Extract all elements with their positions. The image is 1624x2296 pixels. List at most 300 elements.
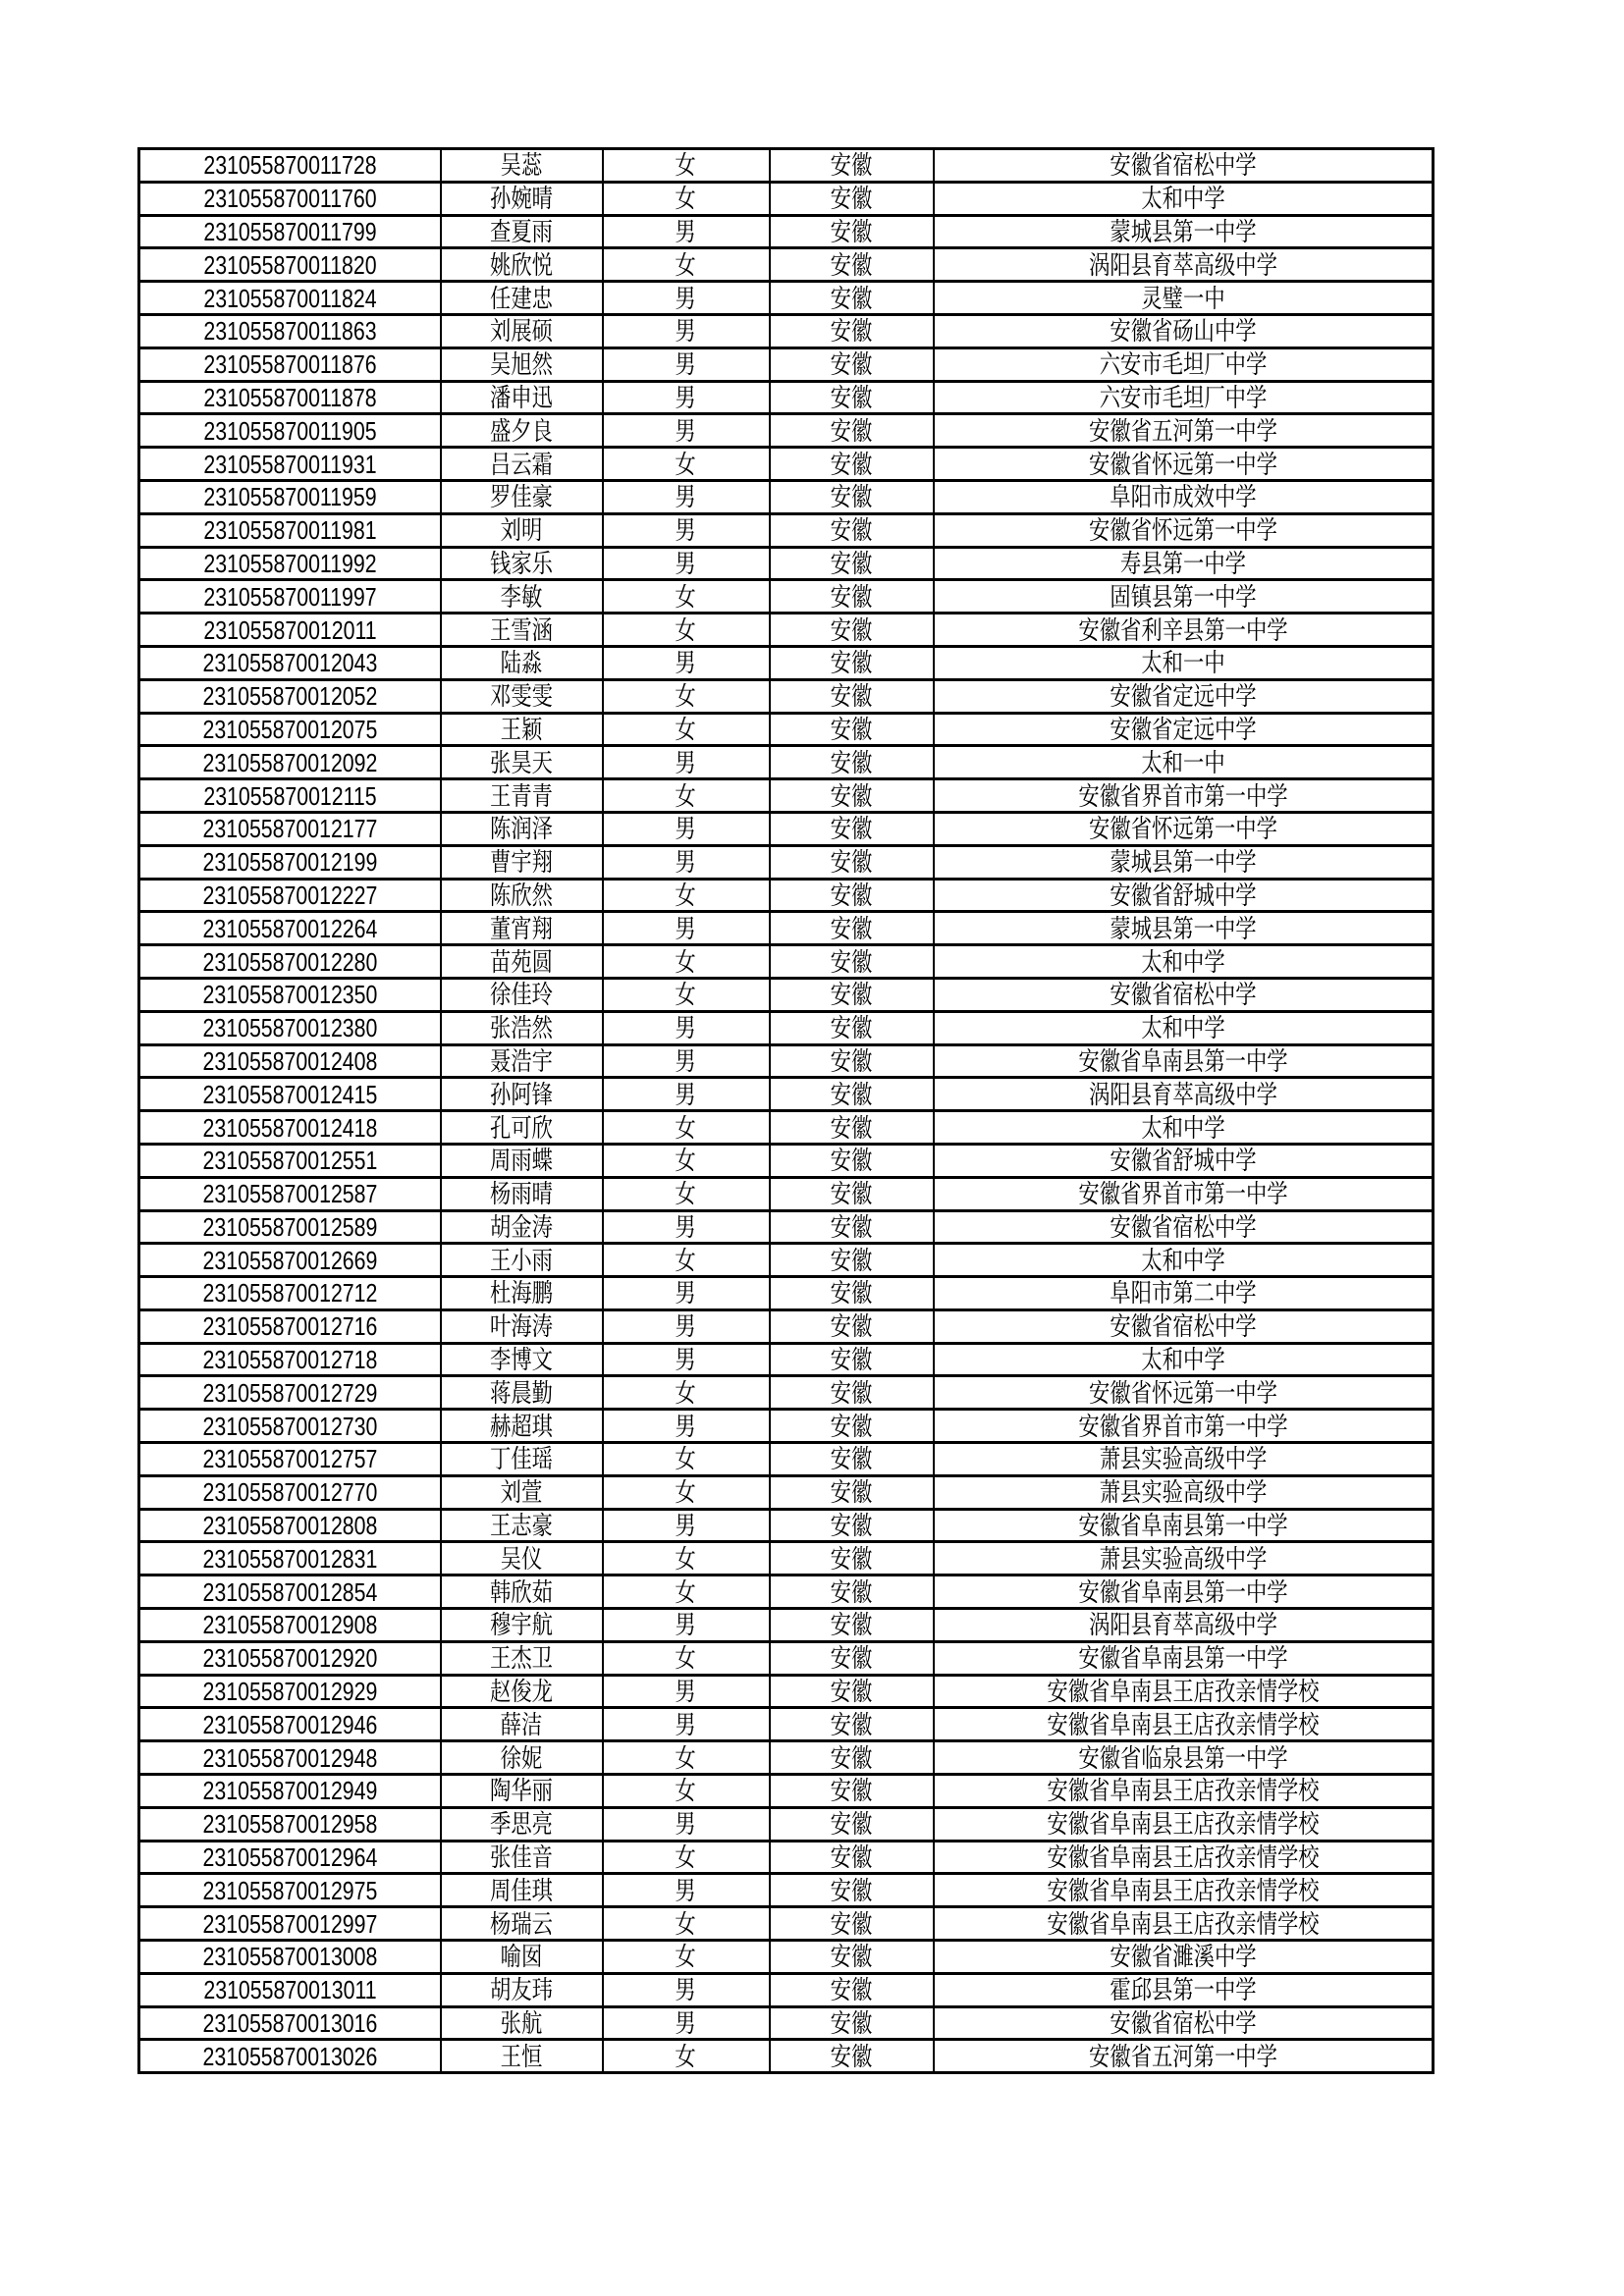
province-text: 安徽	[830, 316, 873, 347]
name-text: 钱家乐	[490, 548, 553, 578]
name-text: 张佳音	[490, 1842, 553, 1873]
province-cell	[770, 746, 934, 779]
school-text: 阜阳市第二中学	[1110, 1278, 1257, 1308]
table-row	[139, 1973, 1434, 2006]
gender-text: 男	[675, 548, 697, 578]
name-cell	[441, 945, 603, 979]
table-row	[139, 1874, 1434, 1907]
gender-text: 男	[675, 1013, 697, 1043]
name-text: 查夏雨	[490, 216, 553, 246]
name-text: 吕云霜	[490, 449, 553, 479]
gender-text: 男	[675, 1875, 697, 1905]
school-cell	[934, 248, 1434, 282]
gender-text: 男	[675, 1610, 697, 1640]
exam-id-text: 231055870012415	[202, 1079, 378, 1109]
gender-text: 女	[675, 150, 697, 181]
gender-text: 男	[675, 1278, 697, 1308]
exam-id-text: 231055870011760	[203, 184, 377, 214]
name-cell	[441, 812, 603, 845]
school-cell	[934, 845, 1434, 879]
school-text: 安徽省宿松中学	[1110, 1211, 1257, 1242]
exam-id-text: 231055870012929	[202, 1677, 378, 1707]
school-cell	[934, 480, 1434, 513]
name-cell	[441, 1973, 603, 2006]
gender-cell	[603, 1177, 770, 1210]
province-cell	[770, 414, 934, 448]
name-text: 喻囡	[500, 1942, 543, 1972]
school-text: 安徽省界首市第一中学	[1078, 1179, 1288, 1209]
gender-cell	[603, 2006, 770, 2040]
province-text: 安徽	[830, 1079, 873, 1109]
school-cell	[934, 1609, 1434, 1642]
gender-text: 男	[675, 283, 697, 313]
table-row	[139, 1309, 1434, 1343]
table-row	[139, 812, 1434, 845]
table-row	[139, 1144, 1434, 1177]
province-cell	[770, 182, 934, 215]
exam-id-text: 231055870012729	[202, 1377, 378, 1408]
province-cell	[770, 1111, 934, 1145]
province-text: 安徽	[830, 349, 873, 380]
school-text: 安徽省怀远第一中学	[1088, 449, 1277, 479]
gender-text: 男	[675, 482, 697, 512]
gender-text: 女	[675, 1245, 697, 1275]
gender-text: 女	[675, 1942, 697, 1972]
school-cell	[934, 314, 1434, 347]
exam-id-cell	[139, 1907, 441, 1941]
school-cell	[934, 182, 1434, 215]
name-text: 杨瑞云	[490, 1908, 553, 1939]
school-cell	[934, 347, 1434, 381]
gender-cell	[603, 248, 770, 282]
exam-id-text: 231055870012551	[202, 1146, 378, 1176]
school-cell	[934, 1011, 1434, 1044]
name-cell	[441, 646, 603, 679]
school-cell	[934, 1343, 1434, 1376]
exam-id-text: 231055870012854	[202, 1576, 378, 1607]
school-cell	[934, 812, 1434, 845]
gender-cell	[603, 978, 770, 1011]
school-text: 太和中学	[1141, 1013, 1225, 1043]
exam-id-cell	[139, 1475, 441, 1509]
name-text: 刘明	[500, 515, 543, 546]
gender-cell	[603, 812, 770, 845]
school-cell	[934, 614, 1434, 647]
exam-id-text: 231055870012808	[202, 1511, 378, 1541]
gender-cell	[603, 1708, 770, 1741]
province-cell	[770, 1609, 934, 1642]
name-cell	[441, 614, 603, 647]
gender-text: 男	[675, 2008, 697, 2039]
school-cell	[934, 215, 1434, 248]
province-cell	[770, 1708, 934, 1741]
name-text: 刘萱	[500, 1477, 543, 1508]
school-text: 涡阳县育萃高级中学	[1088, 249, 1277, 280]
name-cell	[441, 1575, 603, 1609]
gender-text: 女	[675, 714, 697, 744]
exam-id-text: 231055870011799	[203, 216, 377, 246]
exam-id-text: 231055870012264	[202, 913, 378, 943]
name-text: 任建忠	[490, 283, 553, 313]
school-text: 太和中学	[1141, 1345, 1225, 1375]
gender-cell	[603, 779, 770, 813]
school-cell	[934, 1874, 1434, 1907]
exam-id-cell	[139, 879, 441, 912]
name-cell	[441, 1177, 603, 1210]
province-text: 安徽	[830, 283, 873, 313]
province-cell	[770, 1542, 934, 1575]
gender-text: 女	[675, 1477, 697, 1508]
school-text: 涡阳县育萃高级中学	[1088, 1610, 1277, 1640]
gender-cell	[603, 314, 770, 347]
exam-id-cell	[139, 1277, 441, 1310]
table-row	[139, 614, 1434, 647]
gender-cell	[603, 513, 770, 547]
gender-cell	[603, 1874, 770, 1907]
exam-id-cell	[139, 149, 441, 183]
name-cell	[441, 1907, 603, 1941]
gender-cell	[603, 215, 770, 248]
table-row	[139, 1044, 1434, 1078]
table-row	[139, 779, 1434, 813]
school-text: 安徽省阜南县王店孜亲情学校	[1047, 1875, 1320, 1905]
gender-text: 男	[675, 913, 697, 943]
school-cell	[934, 2040, 1434, 2073]
name-text: 胡金涛	[490, 1211, 553, 1242]
gender-cell	[603, 1775, 770, 1808]
gender-cell	[603, 448, 770, 481]
gender-text: 女	[675, 1842, 697, 1873]
gender-text: 男	[675, 1045, 697, 1076]
name-text: 周佳琪	[490, 1875, 553, 1905]
table-row	[139, 149, 1434, 183]
gender-cell	[603, 1210, 770, 1244]
table-row	[139, 845, 1434, 879]
exam-id-text: 231055870012770	[202, 1477, 378, 1508]
province-cell	[770, 1210, 934, 1244]
exam-id-text: 231055870011992	[203, 548, 377, 578]
school-text: 安徽省阜南县第一中学	[1078, 1576, 1288, 1607]
exam-id-text: 231055870013011	[203, 1975, 377, 2005]
province-text: 安徽	[830, 1245, 873, 1275]
gender-cell	[603, 282, 770, 315]
school-text: 安徽省五河第一中学	[1088, 415, 1277, 446]
exam-id-text: 231055870011981	[203, 515, 377, 546]
exam-id-cell	[139, 248, 441, 282]
table-row	[139, 1410, 1434, 1443]
school-cell	[934, 513, 1434, 547]
province-text: 安徽	[830, 548, 873, 578]
school-cell	[934, 1741, 1434, 1775]
table-row	[139, 215, 1434, 248]
exam-id-cell	[139, 1410, 441, 1443]
name-text: 聂浩宇	[490, 1045, 553, 1076]
province-text: 安徽	[830, 1709, 873, 1739]
province-text: 安徽	[830, 1809, 873, 1840]
gender-cell	[603, 1376, 770, 1410]
name-cell	[441, 2040, 603, 2073]
name-cell	[441, 580, 603, 614]
name-text: 穆宇航	[490, 1610, 553, 1640]
province-text: 安徽	[830, 1543, 873, 1574]
exam-id-text: 231055870011878	[203, 382, 377, 412]
gender-text: 男	[675, 1511, 697, 1541]
province-text: 安徽	[830, 1975, 873, 2005]
name-cell	[441, 1044, 603, 1078]
name-text: 胡友玮	[490, 1975, 553, 2005]
name-cell	[441, 1941, 603, 1974]
gender-cell	[603, 1111, 770, 1145]
exam-id-text: 231055870012280	[202, 946, 378, 977]
gender-text: 男	[675, 382, 697, 412]
exam-id-text: 231055870012052	[202, 681, 378, 712]
gender-cell	[603, 1807, 770, 1841]
name-cell	[441, 1775, 603, 1808]
exam-id-text: 231055870012075	[202, 714, 378, 744]
school-text: 安徽省阜南县王店孜亲情学校	[1047, 1709, 1320, 1739]
exam-id-cell	[139, 1741, 441, 1775]
exam-id-cell	[139, 978, 441, 1011]
gender-cell	[603, 1941, 770, 1974]
school-text: 萧县实验高级中学	[1099, 1477, 1268, 1508]
table-body	[139, 149, 1434, 2073]
school-cell	[934, 1111, 1434, 1145]
gender-cell	[603, 414, 770, 448]
school-text: 安徽省舒城中学	[1110, 880, 1257, 910]
name-text: 董宵翔	[490, 913, 553, 943]
name-cell	[441, 1475, 603, 1509]
province-text: 安徽	[830, 1045, 873, 1076]
table-row	[139, 746, 1434, 779]
name-text: 孙阿锋	[490, 1079, 553, 1109]
gender-text: 女	[675, 249, 697, 280]
school-text: 安徽省怀远第一中学	[1088, 1377, 1277, 1408]
gender-cell	[603, 1078, 770, 1111]
school-text: 安徽省界首市第一中学	[1078, 1411, 1288, 1441]
school-text: 安徽省舒城中学	[1110, 1146, 1257, 1176]
gender-cell	[603, 879, 770, 912]
province-text: 安徽	[830, 1610, 873, 1640]
province-text: 安徽	[830, 382, 873, 412]
exam-id-text: 231055870011931	[203, 449, 377, 479]
exam-id-text: 231055870012958	[202, 1809, 378, 1840]
school-cell	[934, 746, 1434, 779]
school-cell	[934, 1641, 1434, 1675]
table-row	[139, 1675, 1434, 1708]
province-text: 安徽	[830, 415, 873, 446]
gender-cell	[603, 1343, 770, 1376]
gender-text: 女	[675, 980, 697, 1010]
name-cell	[441, 381, 603, 414]
exam-id-text: 231055870012043	[202, 648, 378, 678]
table-row	[139, 547, 1434, 580]
province-cell	[770, 547, 934, 580]
table-row	[139, 1210, 1434, 1244]
province-cell	[770, 713, 934, 746]
exam-id-cell	[139, 1111, 441, 1145]
province-cell	[770, 912, 934, 945]
exam-id-text: 231055870011824	[203, 283, 377, 313]
school-text: 安徽省阜南县王店孜亲情学校	[1047, 1677, 1320, 1707]
name-cell	[441, 679, 603, 713]
exam-id-text: 231055870012115	[203, 780, 377, 811]
exam-id-cell	[139, 845, 441, 879]
province-cell	[770, 945, 934, 979]
province-cell	[770, 1376, 934, 1410]
school-cell	[934, 912, 1434, 945]
province-cell	[770, 448, 934, 481]
province-cell	[770, 1410, 934, 1443]
name-cell	[441, 448, 603, 481]
exam-id-text: 231055870012964	[202, 1842, 378, 1873]
table-row	[139, 1111, 1434, 1145]
gender-cell	[603, 1841, 770, 1874]
province-cell	[770, 282, 934, 315]
exam-id-text: 231055870011728	[203, 150, 377, 181]
gender-text: 女	[675, 1776, 697, 1806]
table-row	[139, 679, 1434, 713]
province-text: 安徽	[830, 1179, 873, 1209]
table-row	[139, 945, 1434, 979]
school-text: 太和中学	[1141, 184, 1225, 214]
school-text: 安徽省宿松中学	[1110, 2008, 1257, 2039]
gender-cell	[603, 182, 770, 215]
school-cell	[934, 149, 1434, 183]
gender-cell	[603, 1475, 770, 1509]
province-text: 安徽	[830, 1013, 873, 1043]
name-cell	[441, 879, 603, 912]
school-cell	[934, 1144, 1434, 1177]
gender-cell	[603, 1011, 770, 1044]
gender-cell	[603, 1741, 770, 1775]
exam-id-cell	[139, 1376, 441, 1410]
province-cell	[770, 614, 934, 647]
gender-text: 女	[675, 880, 697, 910]
province-text: 安徽	[830, 880, 873, 910]
province-cell	[770, 1277, 934, 1310]
province-text: 安徽	[830, 1146, 873, 1176]
table-row	[139, 713, 1434, 746]
gender-text: 男	[675, 1709, 697, 1739]
gender-text: 男	[675, 1311, 697, 1342]
province-text: 安徽	[830, 449, 873, 479]
exam-id-cell	[139, 580, 441, 614]
exam-id-cell	[139, 1509, 441, 1542]
gender-text: 女	[675, 449, 697, 479]
school-cell	[934, 1907, 1434, 1941]
school-text: 太和一中	[1141, 747, 1225, 777]
province-text: 安徽	[830, 913, 873, 943]
school-cell	[934, 448, 1434, 481]
name-text: 蒋晨勤	[490, 1377, 553, 1408]
province-cell	[770, 779, 934, 813]
gender-cell	[603, 1277, 770, 1310]
table-row	[139, 314, 1434, 347]
name-text: 王杰卫	[490, 1643, 553, 1674]
exam-id-text: 231055870012380	[202, 1013, 378, 1043]
gender-text: 男	[675, 1975, 697, 2005]
exam-id-cell	[139, 1708, 441, 1741]
province-cell	[770, 1475, 934, 1509]
gender-cell	[603, 480, 770, 513]
school-cell	[934, 1775, 1434, 1808]
province-cell	[770, 347, 934, 381]
school-cell	[934, 282, 1434, 315]
school-cell	[934, 1277, 1434, 1310]
school-cell	[934, 2006, 1434, 2040]
province-cell	[770, 1144, 934, 1177]
name-text: 赵俊龙	[490, 1677, 553, 1707]
name-cell	[441, 845, 603, 879]
province-text: 安徽	[830, 1112, 873, 1143]
table-row	[139, 1542, 1434, 1575]
province-text: 安徽	[830, 1477, 873, 1508]
name-text: 潘申迅	[490, 382, 553, 412]
exam-id-cell	[139, 547, 441, 580]
exam-id-text: 231055870012587	[202, 1179, 378, 1209]
exam-id-cell	[139, 1144, 441, 1177]
province-cell	[770, 879, 934, 912]
exam-id-cell	[139, 448, 441, 481]
gender-text: 女	[675, 614, 697, 645]
gender-text: 女	[675, 184, 697, 214]
gender-cell	[603, 1309, 770, 1343]
exam-id-cell	[139, 1609, 441, 1642]
province-cell	[770, 1741, 934, 1775]
gender-text: 女	[675, 946, 697, 977]
exam-id-cell	[139, 1542, 441, 1575]
name-cell	[441, 1443, 603, 1476]
exam-id-text: 231055870013008	[202, 1942, 378, 1972]
name-text: 曹宇翔	[490, 847, 553, 878]
name-cell	[441, 1874, 603, 1907]
table-row	[139, 1775, 1434, 1808]
school-text: 安徽省濉溪中学	[1110, 1942, 1257, 1972]
school-cell	[934, 1078, 1434, 1111]
province-cell	[770, 1641, 934, 1675]
name-cell	[441, 215, 603, 248]
exam-id-text: 231055870011876	[203, 349, 377, 380]
exam-id-text: 231055870012948	[202, 1742, 378, 1773]
province-cell	[770, 381, 934, 414]
name-text: 盛夕良	[490, 415, 553, 446]
school-cell	[934, 879, 1434, 912]
exam-id-cell	[139, 182, 441, 215]
school-cell	[934, 1509, 1434, 1542]
province-text: 安徽	[830, 780, 873, 811]
gender-text: 男	[675, 216, 697, 246]
province-text: 安徽	[830, 1842, 873, 1873]
province-text: 安徽	[830, 980, 873, 1010]
exam-id-text: 231055870012669	[202, 1245, 378, 1275]
gender-text: 女	[675, 1908, 697, 1939]
name-cell	[441, 1641, 603, 1675]
exam-id-cell	[139, 347, 441, 381]
province-text: 安徽	[830, 1677, 873, 1707]
province-cell	[770, 1309, 934, 1343]
gender-text: 男	[675, 1079, 697, 1109]
exam-id-text: 231055870012718	[202, 1345, 378, 1375]
exam-id-cell	[139, 713, 441, 746]
gender-cell	[603, 1542, 770, 1575]
table-row	[139, 879, 1434, 912]
name-text: 张航	[500, 2008, 543, 2039]
name-text: 薛洁	[500, 1709, 543, 1739]
school-cell	[934, 1675, 1434, 1708]
province-text: 安徽	[830, 946, 873, 977]
name-cell	[441, 1244, 603, 1277]
school-cell	[934, 1376, 1434, 1410]
